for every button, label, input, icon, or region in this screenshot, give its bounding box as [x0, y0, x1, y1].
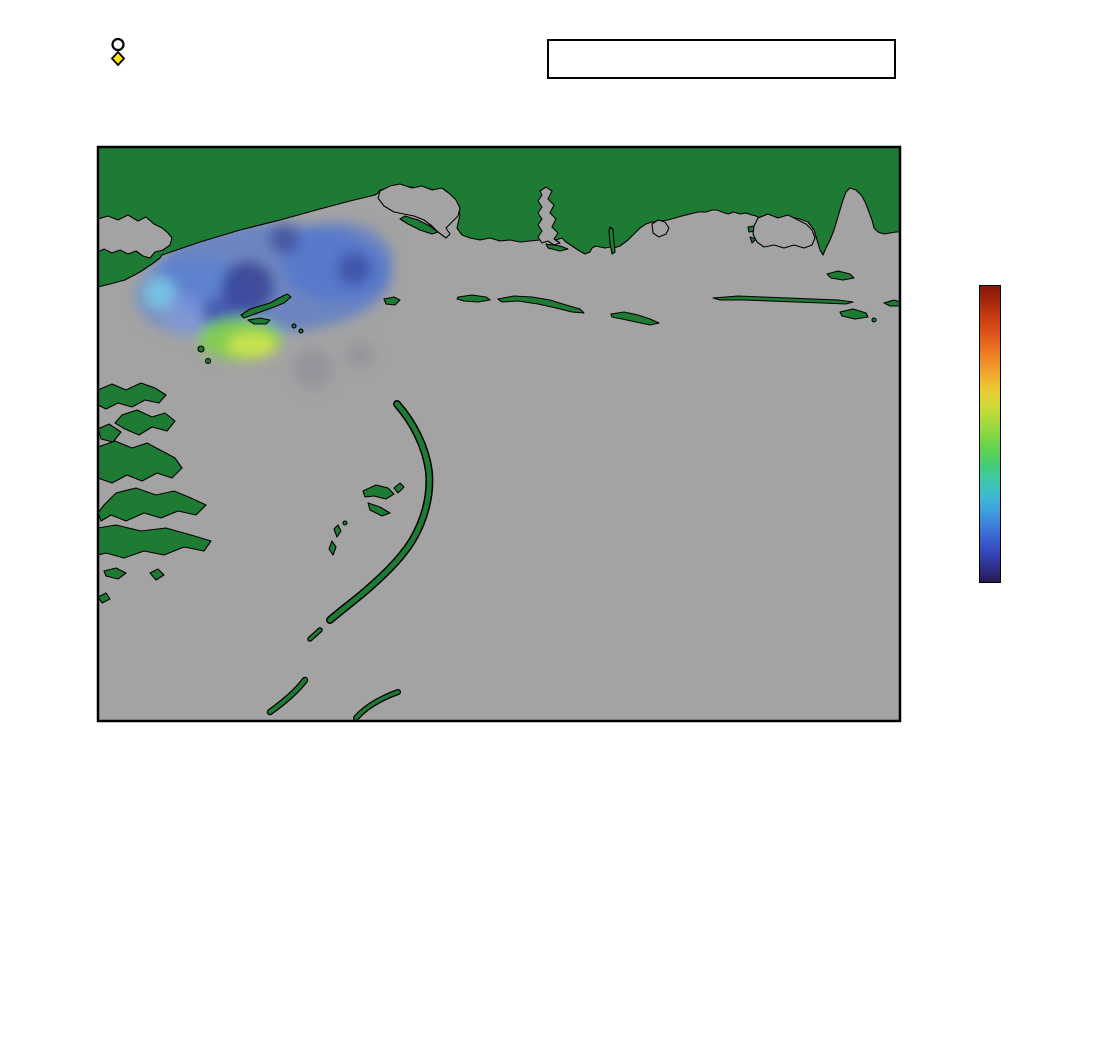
marker-legend	[110, 37, 129, 65]
ndbc-diamond-icon	[110, 51, 126, 66]
vector-scale-box	[547, 39, 896, 79]
legend-row-ndbc	[110, 51, 129, 65]
map	[98, 147, 900, 721]
colorbar	[979, 285, 1001, 583]
map-canvas	[84, 133, 914, 735]
legend-row-usm	[110, 37, 129, 51]
colorbar-gradient	[980, 286, 1000, 582]
usm-circle-icon	[110, 37, 126, 52]
colorbar-title	[1038, 360, 1058, 510]
